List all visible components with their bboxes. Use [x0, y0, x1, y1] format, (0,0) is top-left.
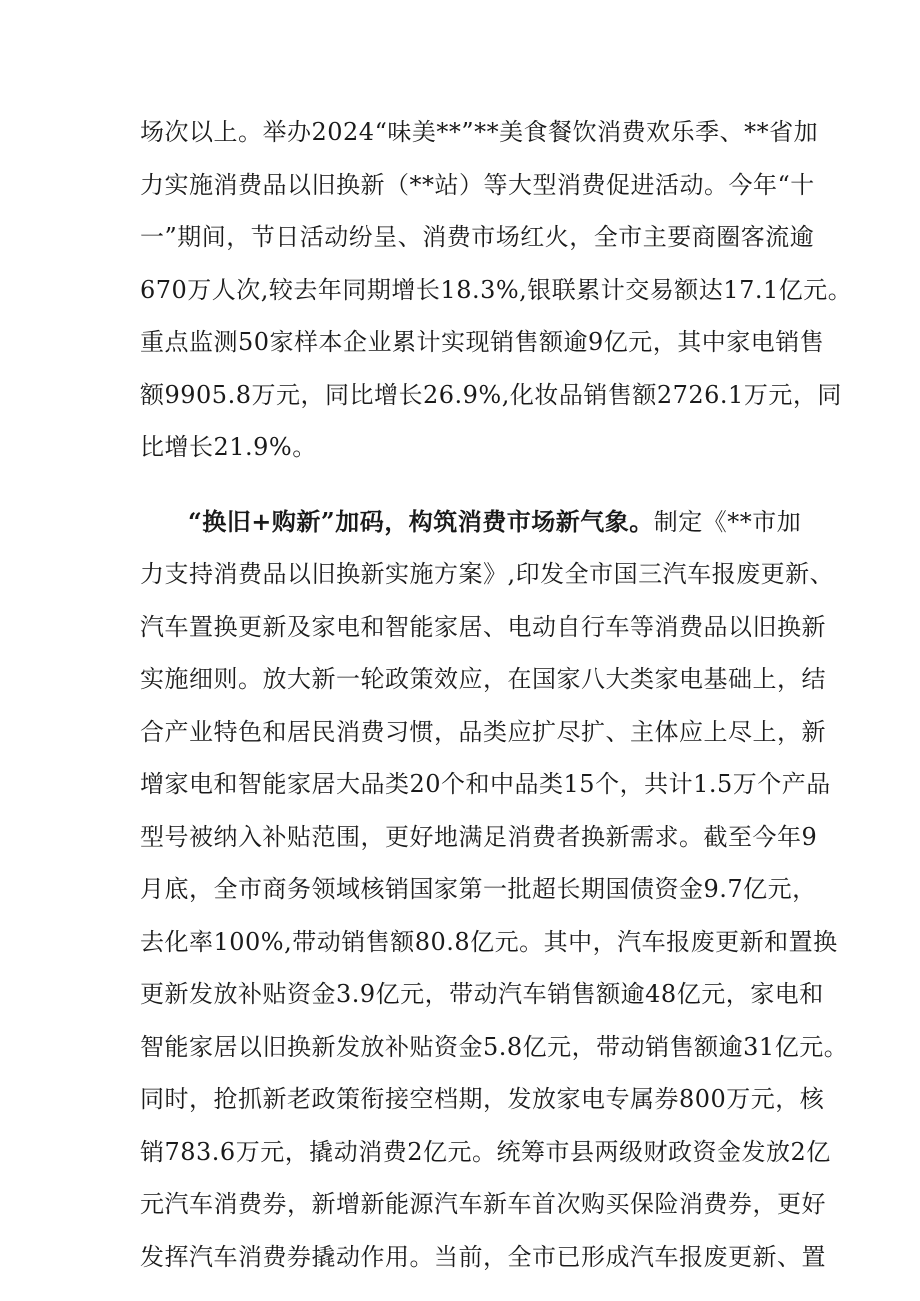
paragraph-2: [140, 496, 849, 1284]
paragraph-2-line: 销783.6万元，撬动消费2亿元。统筹市县两级财政资金发放2亿: [140, 1137, 831, 1166]
paragraph-1-line: 力实施消费品以旧换新（**站）等大型消费促进活动。今年“十: [140, 170, 815, 199]
paragraph-2-line: 型号被纳入补贴范围，更好地满足消费者换新需求。截至今年9: [140, 822, 818, 851]
paragraph-gap: [140, 474, 820, 496]
paragraph-2-line: 元汽车消费券，新增新能源汽车新车首次购买保险消费券，更好: [140, 1190, 826, 1218]
paragraph-1-line: 场次以上。举办2024“味美**”**美食餐饮消费欢乐季、**省加: [140, 118, 819, 146]
paragraph-2-line: 更新发放补贴资金3.9亿元，带动汽车销售额逾48亿元，家电和: [140, 980, 824, 1008]
paragraph-2-line: 同时，抢抓新老政策衔接空档期，发放家电专属券800万元，核: [140, 1085, 825, 1113]
paragraph-2-line: 增家电和智能家居大品类20个和中品类15个，共计1.5万个产品: [140, 770, 831, 798]
paragraph-1-line: 670万人次,较去年同期增长18.3%,银联累计交易额达17.1亿元。: [140, 275, 853, 304]
paragraph-2-first-line-rest: 制定《**市加: [653, 507, 802, 536]
paragraph-2-first-line: [140, 496, 820, 549]
paragraph-1-line: 比增长21.9%。: [140, 433, 317, 461]
paragraph-2-line: 力支持消费品以旧换新实施方案》,印发全市国三汽车报废更新、: [140, 560, 835, 588]
paragraph-1-line: 重点监测50家样本企业累计实现销售额逾9亿元，其中家电销售: [140, 328, 825, 356]
paragraph-2-line: 实施细则。放大新一轮政策效应，在国家八大类家电基础上，结: [140, 665, 826, 693]
paragraph-2-line: 合产业特色和居民消费习惯，品类应扩尽扩、主体应上尽上，新: [140, 717, 826, 746]
paragraph-2-line: 汽车置换更新及家电和智能家居、电动自行车等消费品以旧换新: [140, 612, 826, 641]
paragraph-2-line: 发挥汽车消费券撬动作用。当前，全市已形成汽车报废更新、置: [140, 1242, 826, 1271]
paragraph-2-line: 智能家居以旧换新发放补贴资金5.8亿元，带动销售额逾31亿元。: [140, 1032, 849, 1061]
paragraph-2-heading: “换旧+购新”加码，构筑消费市场新气象。: [188, 506, 654, 536]
document-body: [140, 106, 853, 1283]
paragraph-1: [140, 106, 853, 474]
paragraph-1-line: 额9905.8万元，同比增长26.9%,化妆品销售额2726.1万元，同: [140, 380, 842, 409]
paragraph-1-line: 一”期间，节日活动纷呈、消费市场红火，全市主要商圈客流逾: [140, 223, 815, 251]
paragraph-2-line: 去化率100%,带动销售额80.8亿元。其中，汽车报废更新和置换: [140, 927, 838, 956]
paragraph-2-line: 月底，全市商务领域核销国家第一批超长期国债资金9.7亿元，: [140, 875, 817, 903]
